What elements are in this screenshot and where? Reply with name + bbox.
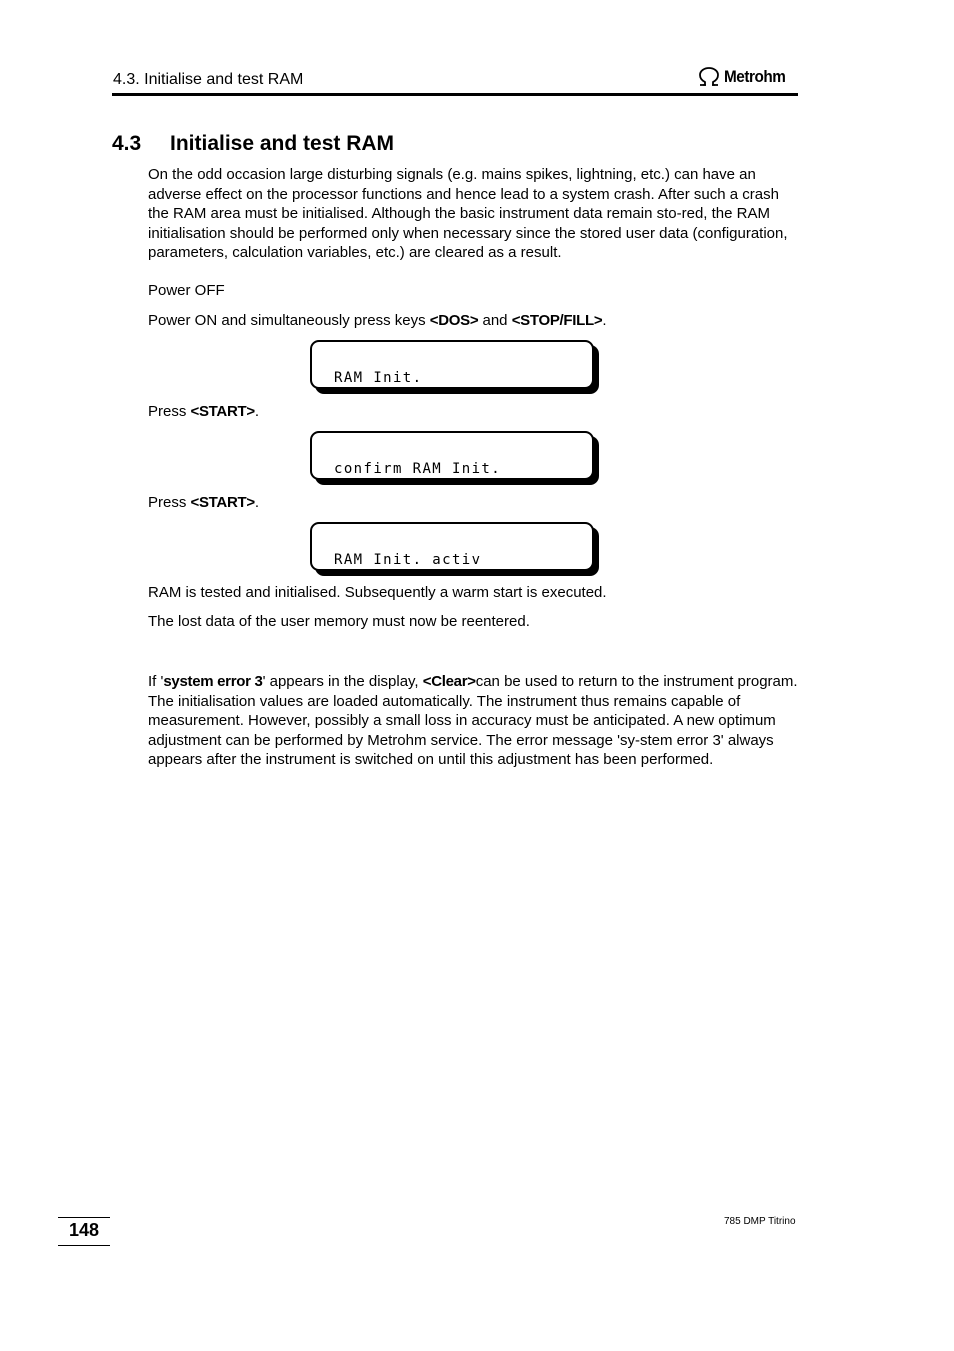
section-title: Initialise and test RAM	[170, 132, 395, 155]
logo-text: Metrohm	[724, 67, 786, 86]
key-start: <START>	[190, 403, 255, 420]
step-press-start	[148, 402, 798, 422]
press-text: Press	[148, 494, 191, 511]
error-message-text: system error 3	[163, 673, 263, 690]
key-clear: <Clear>	[422, 673, 476, 690]
header-rule	[112, 93, 798, 96]
step-power-off: Power OFF	[148, 282, 225, 299]
error-note-paragraph	[148, 672, 798, 770]
intro-paragraph: On the odd occasion large disturbing signals (e.g. mains spikes, lightning, etc.) can have an adverse effect on the processor functions and hence lead to a system crash. After such a crash the RAM area must be initialised. Although the basic instrument data remain sto-red, the RAM initialisation should be performed only when necessary since the stored user data (configuration, parameters, calculation variables, etc.) are cleared as a result.	[148, 166, 788, 261]
running-header: 4.3. Initialise and test RAM	[113, 71, 304, 88]
key-dos: <DOS>	[429, 312, 479, 329]
page-number: 148	[68, 1220, 100, 1240]
display-text: RAM Init. activ	[334, 552, 482, 568]
display-box	[310, 340, 594, 389]
key-start: <START>	[190, 494, 255, 511]
step-text: Power ON and simultaneously press keys	[148, 312, 430, 329]
display-text: confirm RAM Init.	[334, 461, 502, 477]
section-heading	[112, 132, 394, 156]
document-name: 785 DMP Titrino	[724, 1216, 796, 1227]
step-press-start	[148, 493, 798, 513]
note-text: If '	[148, 673, 164, 690]
note-text: can be used to return to the instrument program. The initialisation values are loaded automatically. The instrument thus remains capable of measurement. However, possibly a small loss in accuracy must be anticipated. A new optimum adjustment can be performed by Metrohm service. The error message 'sy-stem error 3' always appears after the instrument is switched on until this adjustment has been performed.	[148, 673, 798, 768]
omega-icon	[697, 67, 721, 87]
display-text: RAM Init.	[334, 370, 423, 386]
result-line: The lost data of the user memory must now be reentered.	[148, 613, 530, 630]
metrohm-logo	[697, 67, 792, 87]
section-number: 4.3	[112, 132, 142, 155]
period: .	[254, 494, 259, 511]
key-stop-fill: <STOP/FILL>	[511, 312, 603, 329]
and-text: and	[478, 312, 512, 329]
period: .	[254, 403, 259, 420]
display-box	[310, 522, 594, 571]
step-power-on	[148, 311, 798, 331]
period: .	[602, 312, 607, 329]
note-text: ' appears in the display,	[262, 673, 423, 690]
result-line: RAM is tested and initialised. Subsequently a warm start is executed.	[148, 584, 607, 601]
press-text: Press	[148, 403, 191, 420]
display-box	[310, 431, 594, 480]
